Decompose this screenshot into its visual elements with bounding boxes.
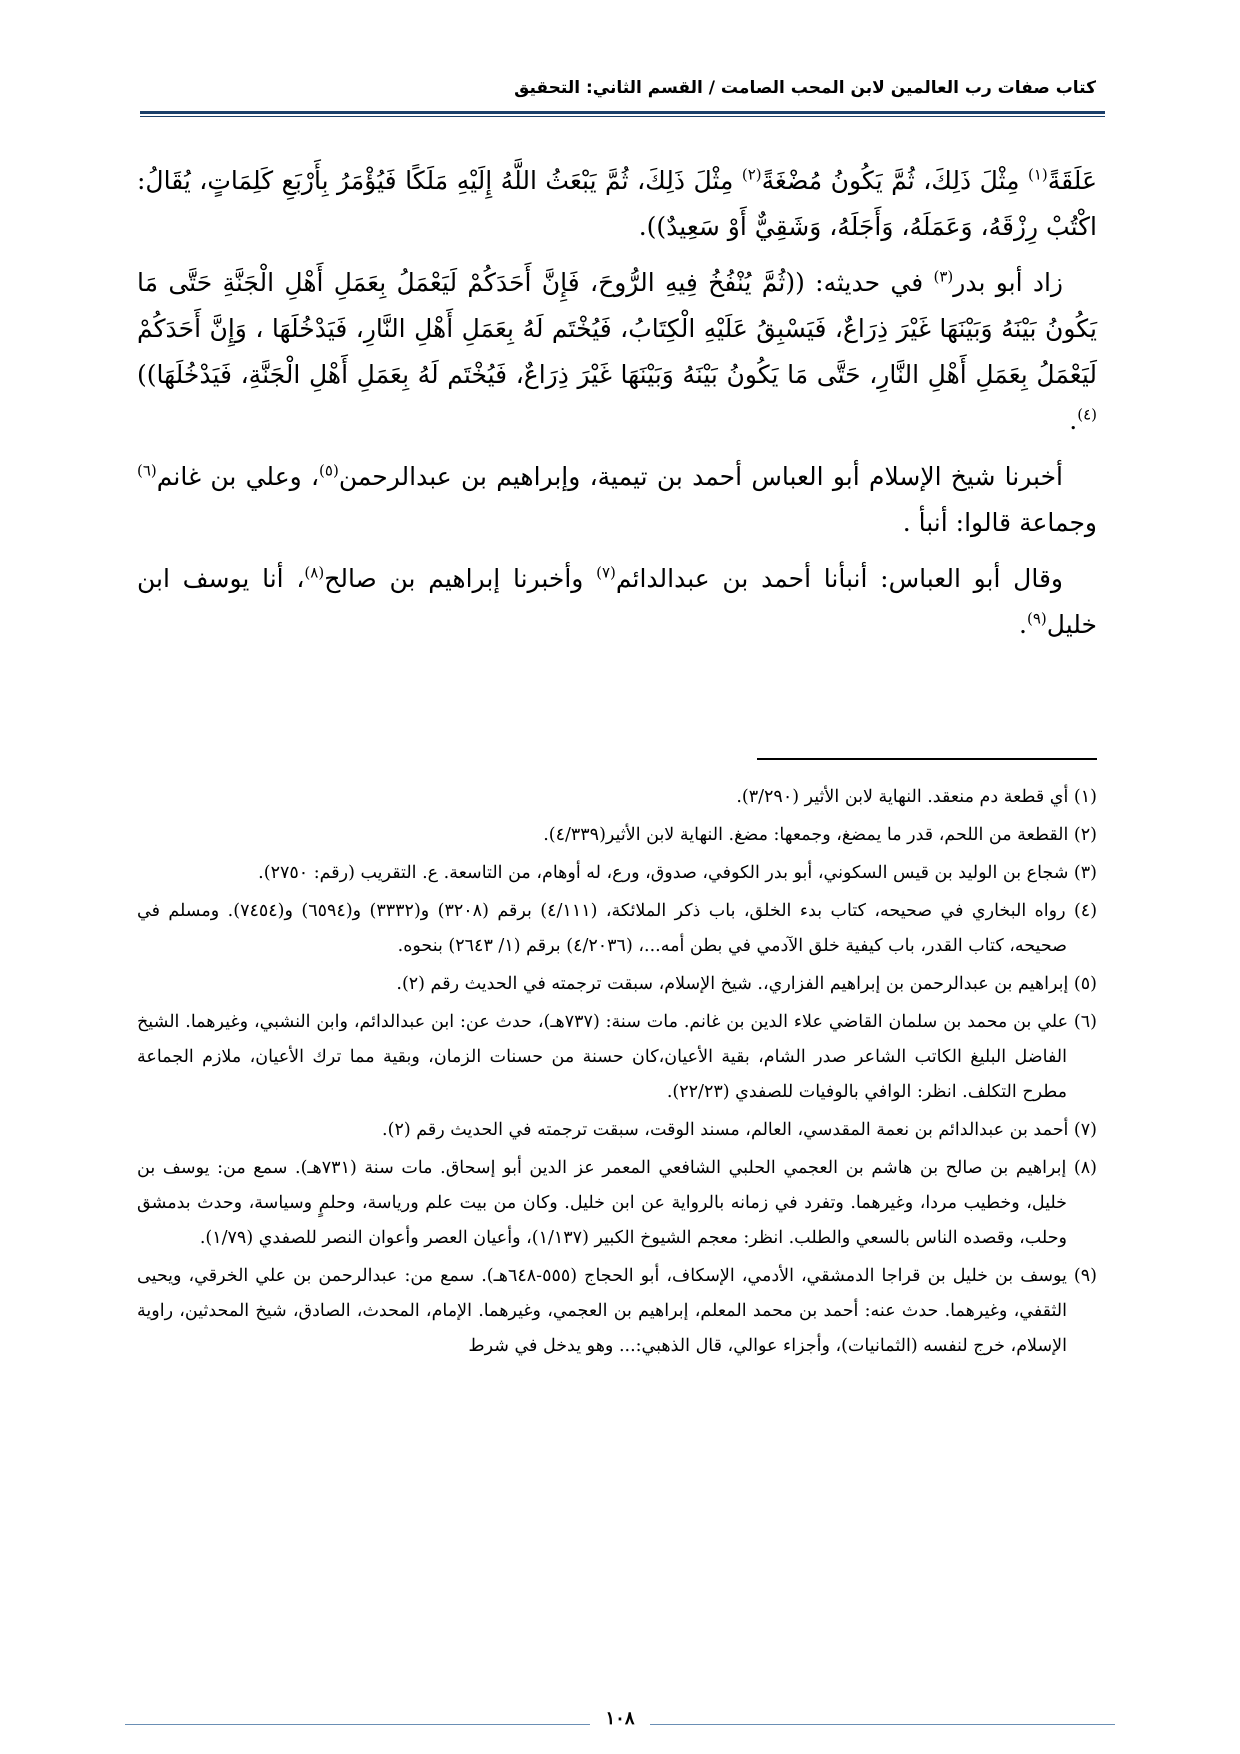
footnote-marker-2[interactable]: (٢) bbox=[741, 165, 762, 184]
footnote-marker-6[interactable]: (٦) bbox=[137, 461, 157, 480]
page-number: ١٠٨ bbox=[590, 1708, 650, 1729]
paragraph-hadith-continuation: عَلَقَةً$^{(١)}$ مِثْلَ ذَلِكَ، ثُمَّ يَكُونُ مُضْغَةً$^{(٢)}$ مِثْلَ ذَلِكَ، ثُمَّ يَبْعَثُ اللَّهُ إِلَيْهِ مَلَكًا فَيُؤْمَرُ بِأَرْبَعِ كَلِمَاتٍ، يُقَالُ: اكْتُبْ رِزْقَهُ، وَعَمَلَهُ، وَأَجَلَهُ، وَشَقِيٌّ أَوْ سَعِيدٌ)). bbox=[137, 165, 1097, 241]
footnote-1: (١) أي قطعة دم منعقد. النهاية لابن الأثير (٣/٢٩٠). bbox=[736, 787, 1097, 807]
paragraph-isnad-1: أخبرنا شيخ الإسلام أبو العباس أحمد بن تيمية، وإبراهيم بن عبدالرحمن$^{(٥)}$، وعلي بن غانم$^{(٦)}$ وجماعة قالوا: أنبأ . bbox=[137, 461, 1097, 537]
paragraph-isnad-2: وقال أبو العباس: أنبأنا أحمد بن عبدالدائم$^{(٧)}$ وأخبرنا إبراهيم بن صالح$^{(٨)}$، أنا يوسف ابن خليل$^{(٩)}$. bbox=[137, 563, 1097, 639]
footnote-marker-9[interactable]: (٩) bbox=[1027, 609, 1047, 628]
footnote-2: (٢) القطعة من اللحم، قدر ما يمضغ، وجمعها: مضغ. النهاية لابن الأثير(٤/٣٣٩). bbox=[543, 825, 1097, 845]
footnote-7: (٧) أحمد بن عبدالدائم بن نعمة المقدسي، العالم، مسند الوقت، سبقت ترجمته في الحديث رقم (٢). bbox=[382, 1120, 1097, 1140]
footnote-6: (٦) علي بن محمد بن سلمان القاضي علاء الدين بن غانم. مات سنة: (٧٣٧هـ)، حدث عن: ابن عبدالدائم، وابن النشبي، وغيرهما. الشيخ الفاضل البليغ الكاتب الشاعر صدر الشام، بقية الأعيان،كان حسنة من حسنات الزمان، وبقية مما ترك الأعيان، ملازم الجماعة مطرح التكلف. انظر: الوافي بالوفيات للصفدي (٢٢/٢٣). bbox=[137, 1012, 1097, 1102]
footnotes-section bbox=[137, 780, 1097, 1367]
footnote-9: (٩) يوسف بن خليل بن قراجا الدمشقي، الأدمي، الإسكاف، أبو الحجاج (٥٥٥-٦٤٨هـ). سمع من: عبدالرحمن بن علي الخرقي، ويحيى الثقفي، وغيرهما. حدث عنه: أحمد بن محمد المعلم، إبراهيم بن العجمي، وغيرهما. الإمام، المحدث، الصادق، شيخ المحدثين، راوية الإسلام، خرج لنفسه (الثمانيات)، وأجزاء عوالي، قال الذهبي:... وهو يدخل في شرط bbox=[137, 1266, 1097, 1356]
running-header: كتاب صفات رب العالمين لابن المحب الصامت / القسم الثاني: التحقيق bbox=[514, 78, 1096, 98]
main-text bbox=[137, 158, 1097, 658]
header-rule bbox=[140, 111, 1105, 114]
paragraph-abu-badr-addition: زاد أبو بدر$^{(٣)}$ في حديثه: ((ثُمَّ يُنْفُخُ فِيهِ الرُّوحَ، فَإِنَّ أَحَدَكُمْ لَيَعْمَلُ بِعَمَلِ أَهْلِ الْجَنَّةِ حَتَّى مَا يَكُونُ بَيْنَهُ وَبَيْنَهَا غَيْرَ ذِرَاعٌ، فَيَسْبِقُ عَلَيْهِ الْكِتَابُ، فَيُخْتَم لَهُ بِعَمَلِ أَهْلِ النَّارِ، فَيَدْخُلَهَا ، وَإِنَّ أَحَدَكُمْ لَيَعْمَلُ بِعَمَلِ أَهْلِ النَّارِ، حَتَّى مَا يَكُونُ بَيْنَهُ وَبَيْنَهَا غَيْرَ ذِرَاعٌ، فَيُخْتَم لَهُ بِعَمَلِ أَهْلِ الْجَنَّةِ، فَيَدْخُلَهَا))$^{(٤)}$. bbox=[137, 267, 1097, 435]
footnote-marker-5[interactable]: (٥) bbox=[319, 461, 339, 480]
footnote-4: (٤) رواه البخاري في صحيحه، كتاب بدء الخلق، باب ذكر الملائكة، (٤/١١١) برقم (٣٢٠٨) و(٣٣٣٢) و(٦٥٩٤) و(٧٤٥٤). ومسلم في صحيحه، كتاب القدر، باب كيفية خلق الآدمي في بطن أمه...، (٤/٢٠٣٦) برقم (١/ ٢٦٤٣) بنحوه. bbox=[137, 901, 1098, 956]
footnote-marker-3[interactable]: (٣) bbox=[933, 267, 954, 286]
footnote-marker-7[interactable]: (٧) bbox=[596, 563, 616, 582]
footnote-marker-1[interactable]: (١) bbox=[1027, 165, 1048, 184]
header-rule-secondary bbox=[140, 116, 1105, 117]
footnote-marker-8[interactable]: (٨) bbox=[304, 563, 325, 582]
footnote-marker-4[interactable]: (٤) bbox=[1077, 405, 1097, 424]
footnote-3: (٣) شجاع بن الوليد بن قيس السكوني، أبو بدر الكوفي، صدوق، ورع، له أوهام، من التاسعة. ع. التقريب (رقم: ٢٧٥٠). bbox=[258, 863, 1097, 883]
footnote-5: (٥) إبراهيم بن عبدالرحمن بن إبراهيم الفزاري،. شيخ الإسلام، سبقت ترجمته في الحديث رقم (٢). bbox=[396, 974, 1097, 994]
footnote-separator bbox=[757, 758, 1097, 760]
footnote-8: (٨) إبراهيم بن صالح بن هاشم بن العجمي الحلبي الشافعي المعمر عز الدين أبو إسحاق. مات سنة (٧٣١هـ). سمع من: يوسف بن خليل، وخطيب مردا، وغيرهما. وتفرد في زمانه بالرواية عن ابن خليل. وكان من بيت علم ورياسة، وحلمٍ وسياسة، وحدث بدمشق وحلب، وقصده الناس بالسعي والطلب. انظر: معجم الشيوخ الكبير (١/١٣٧)، وأعيان العصر وأعوان النصر للصفدي (١/٧٩). bbox=[137, 1158, 1097, 1248]
